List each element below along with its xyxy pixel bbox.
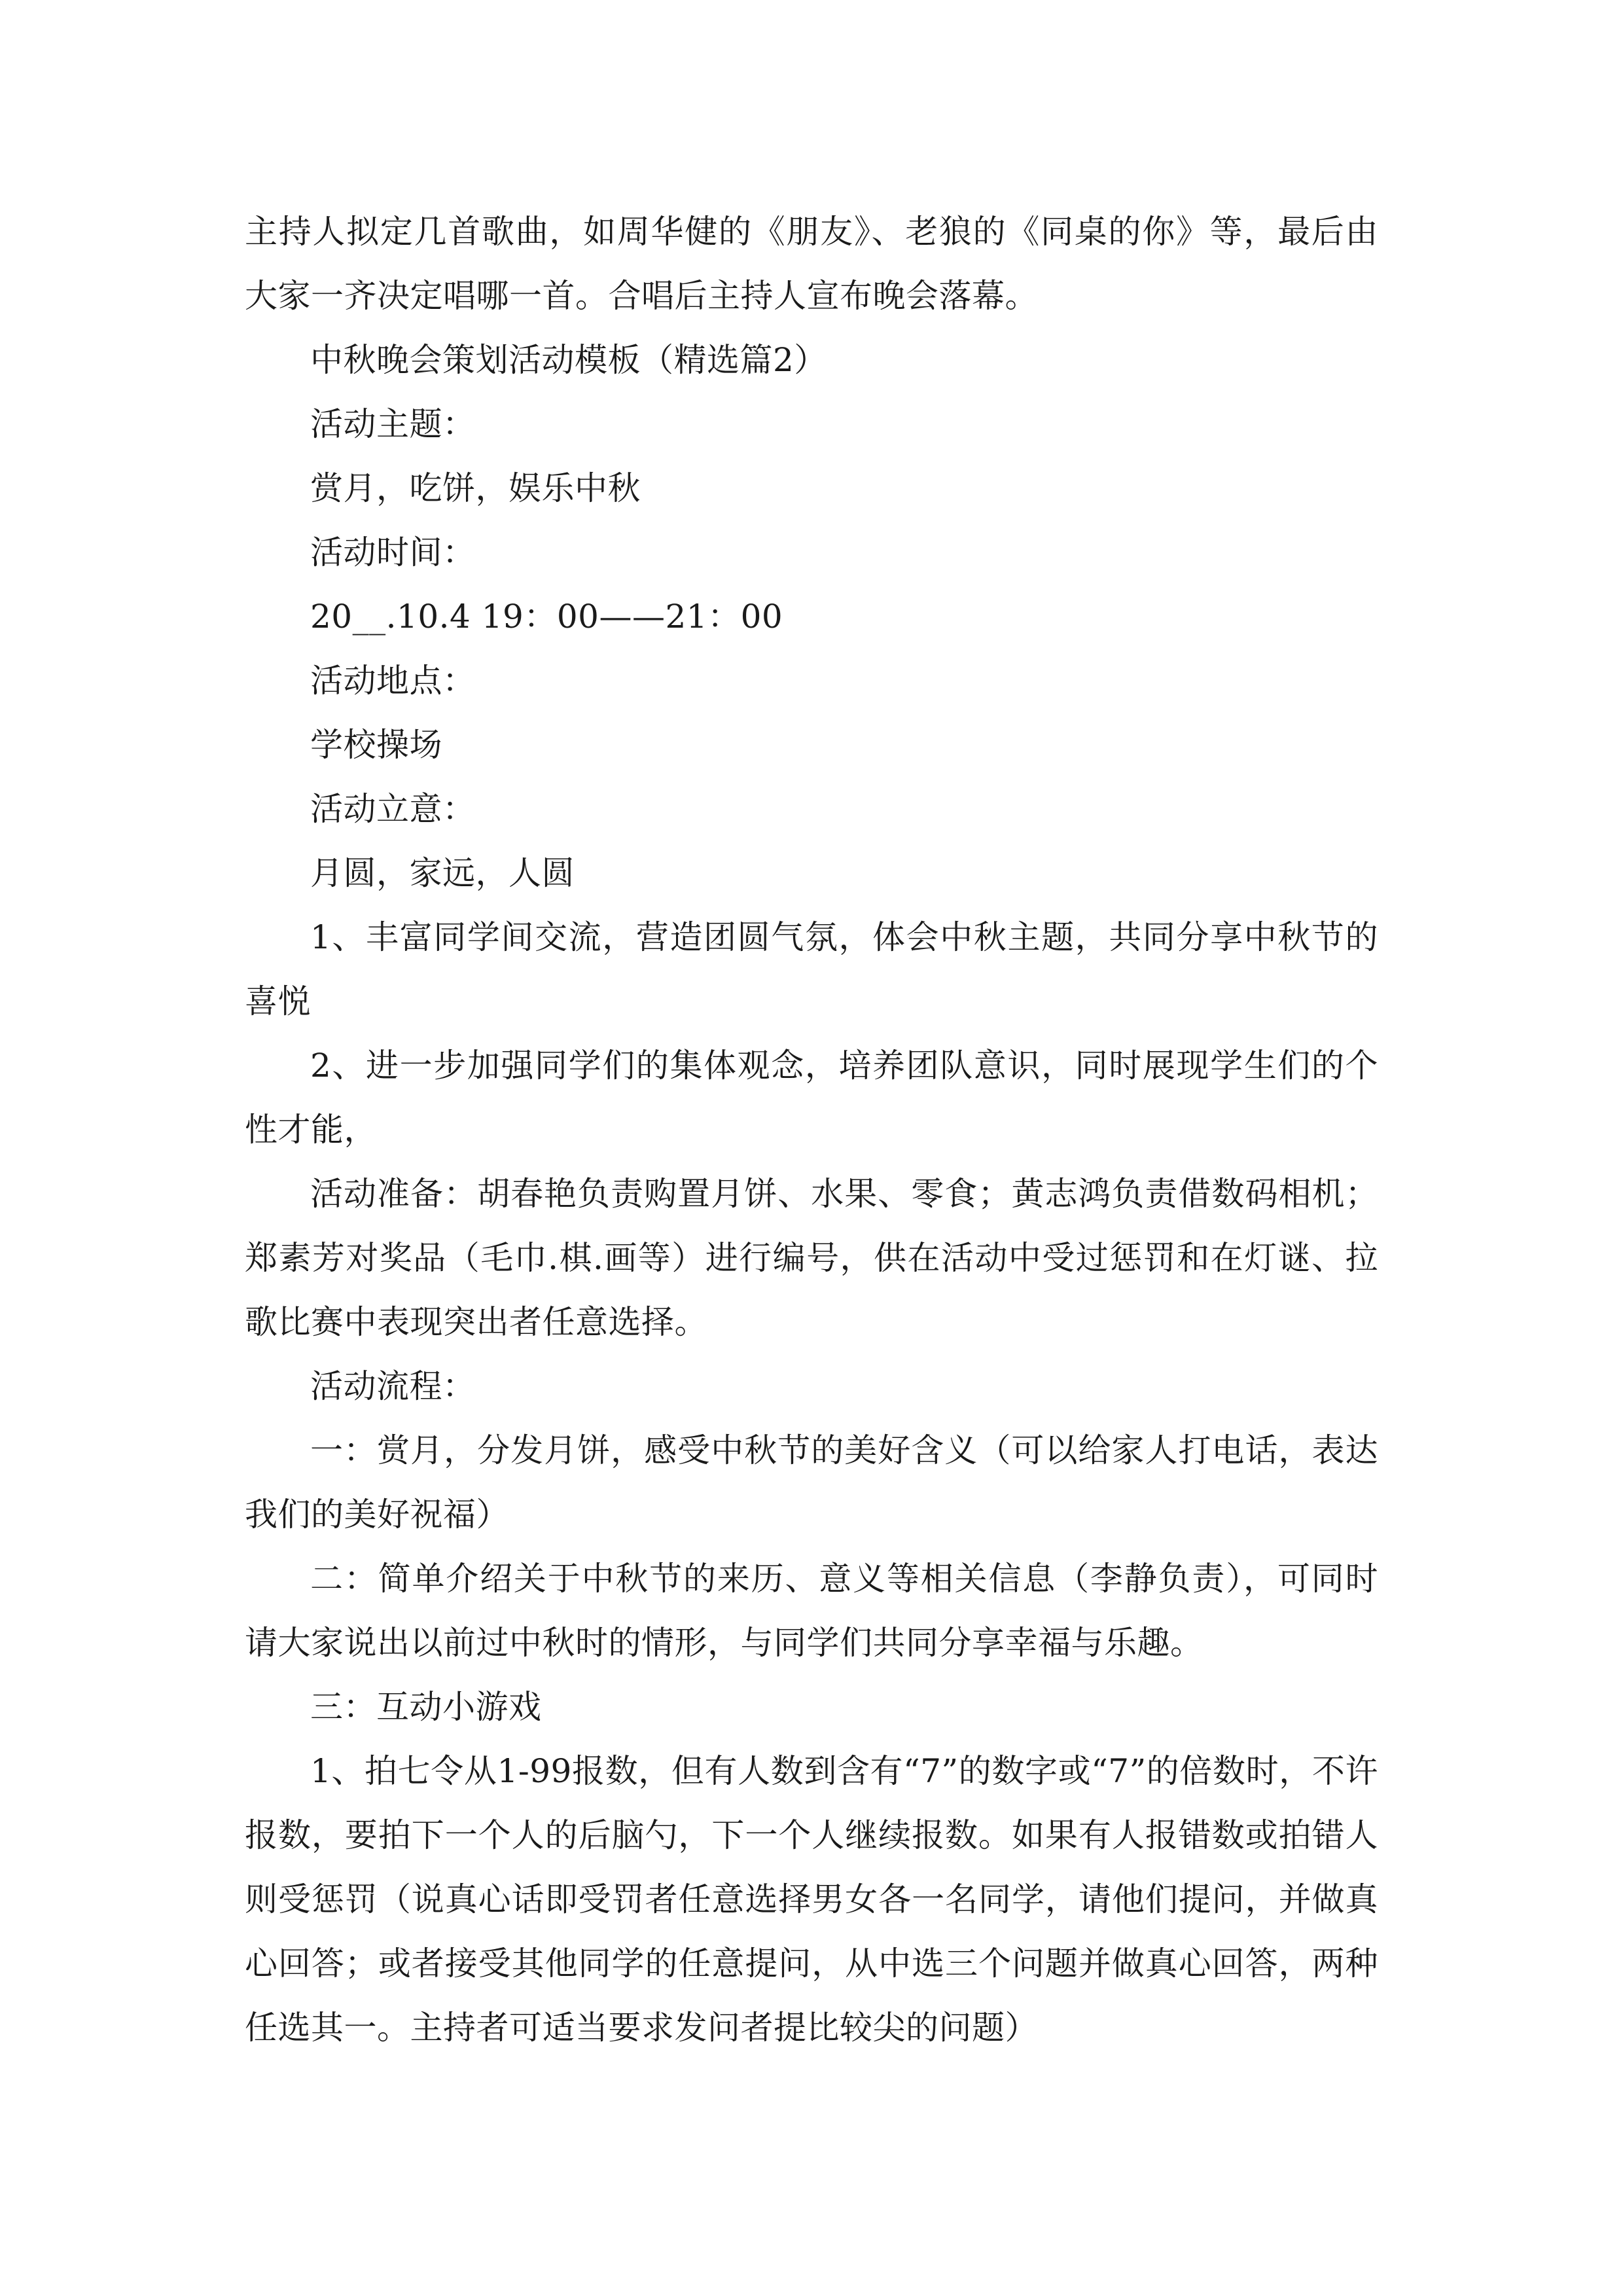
label-location: 活动地点： bbox=[310, 662, 476, 700]
paragraph-song-selection: 主持人拟定几首歌曲，如周华健的《朋友》、老狼的《同桌的你》等，最后由大家一齐决定唱哪一首。合唱后主持人宣布晚会落幕。 bbox=[245, 213, 1378, 315]
purpose-item-1: 1、丰富同学间交流，营造团圆气氛，体会中秋主题，共同分享中秋节的喜悦 bbox=[245, 918, 1378, 1020]
purpose-item-2: 2、进一步加强同学们的集体观念，培养团队意识，同时展现学生们的个性才能， bbox=[245, 1047, 1378, 1149]
value-theme: 赏月，吃饼，娱乐中秋 bbox=[310, 469, 641, 507]
process-step-3: 三：互动小游戏 bbox=[310, 1688, 542, 1726]
process-step-2: 二：简单介绍关于中秋节的来历、意义等相关信息（李静负责），可同时请大家说出以前过中秋时的情形，与同学们共同分享幸福与乐趣。 bbox=[245, 1560, 1378, 1662]
value-purpose: 月圆，家远，人圆 bbox=[310, 854, 575, 892]
section-title: 中秋晚会策划活动模板（精选篇2） bbox=[310, 341, 827, 379]
game-rule-1: 1、拍七令从1-99报数，但有人数到含有“7”的数字或“7”的倍数时，不许报数，要拍下一个人的后脑勺，下一个人继续报数。如果有人报错数或拍错人则受惩罚（说真心话即受罚者任意选择男女各一名同学，请他们提问，并做真心回答；或者接受其他同学的任意提问，从中选三个问题并做真心回答，两种任选其一。主持者可适当要求发问者提比较尖的问题） bbox=[245, 1752, 1378, 2047]
label-purpose: 活动立意： bbox=[310, 790, 476, 828]
value-location: 学校操场 bbox=[310, 726, 442, 764]
process-step-1: 一：赏月，分发月饼，感受中秋节的美好含义（可以给家人打电话，表达我们的美好祝福） bbox=[245, 1431, 1378, 1534]
label-time: 活动时间： bbox=[310, 533, 476, 571]
value-time: 20__.10.4 19：00——21：00 bbox=[310, 598, 783, 636]
label-theme: 活动主题： bbox=[310, 405, 476, 443]
paragraph-preparation: 活动准备：胡春艳负责购置月饼、水果、零食；黄志鸿负责借数码相机；郑素芳对奖品（毛巾.棋.画等）进行编号，供在活动中受过惩罚和在灯谜、拉歌比赛中表现突出者任意选择。 bbox=[245, 1175, 1378, 1341]
document-body bbox=[245, 200, 1378, 2060]
label-process: 活动流程： bbox=[310, 1367, 476, 1405]
